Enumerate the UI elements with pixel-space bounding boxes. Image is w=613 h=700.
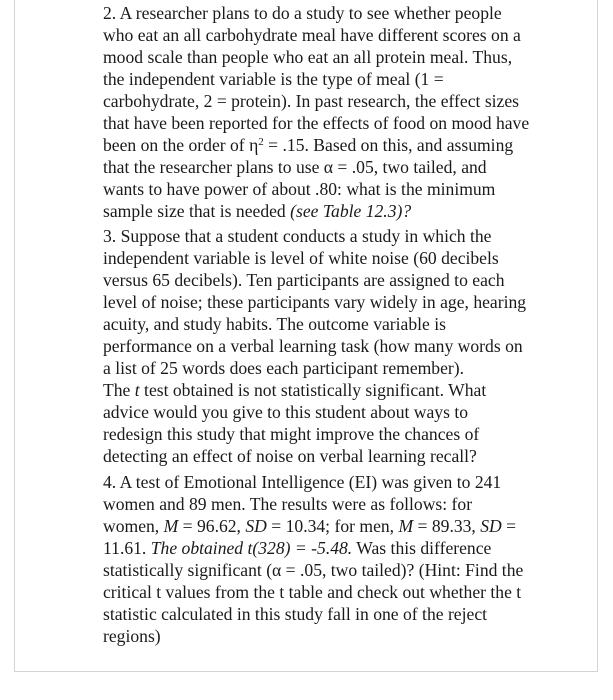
question-2-line-5: carbohydrate, 2 = protein). In past research, the effect sizes [103,91,520,111]
question-3-line-1: 3. Suppose that a student conducts a study in which the [103,226,492,246]
table-reference: (see Table 12.3)? [290,201,412,221]
question-2-line-4: the independent variable is the type of meal (1 = [103,69,444,89]
page-border-right [597,0,598,672]
t-statistic: The obtained t(328) = -5.48. [150,538,353,558]
mean-symbol: M [398,516,414,536]
question-4-line-5: statistically significant (α = .05, two tailed)? (Hint: Find the [103,560,524,580]
question-4-number: 4. [103,472,117,492]
question-3-line-8: The t test obtained is not statistically significant. What [103,380,487,400]
question-3-number: 3. [103,226,117,246]
question-2-line-6: that have been reported for the effects of food on mood have [103,113,530,133]
question-4-line-2: women and 89 men. The results were as follows: for [103,494,473,514]
page-border-bottom [14,671,598,672]
question-4-line-7: statistic calculated in this study fall in one of the reject [103,604,488,624]
question-4-line-1: 4. A test of Emotional Intelligence (EI) was given to 241 [103,472,502,492]
question-2 [103,2,543,222]
question-3-line-9: advice would you give to this student about ways to [103,402,469,422]
question-3 [103,225,543,467]
question-2-line-7: been on the order of $\eta^2 = .15$. Based on this, and assuming [103,135,514,155]
question-4 [103,471,543,647]
question-4-line-6: critical t values from the t table and check out whether the t [103,582,522,602]
page-border-left [14,0,15,672]
question-2-line-1: 2. A researcher plans to do a study to see whether people [103,3,502,23]
question-3-line-4: level of noise; these participants vary widely in age, hearing [103,292,527,312]
sd-symbol: SD [245,516,267,536]
sd-symbol: SD [480,516,502,536]
question-4-line-4: 11.61. The obtained t(328) = -5.48. Was this difference [103,538,492,558]
question-3-line-5: acuity, and study habits. The outcome variable is [103,314,446,334]
question-4-line-8: regions) [103,626,161,646]
question-3-line-3: versus 65 decibels). Ten participants are assigned to each [103,270,505,290]
question-3-line-6: performance on a verbal learning task (how many words on [103,336,523,356]
question-3-line-11: detecting an effect of noise on verbal learning recall? [103,446,477,466]
question-2-line-3: mood scale than people who eat an all protein meal. Thus, [103,47,513,67]
question-2-line-9: wants to have power of about .80: what is the minimum [103,179,496,199]
question-2-line-10: sample size that is needed (see Table 12.3)? [103,201,412,221]
question-2-line-8: that the researcher plans to use α = .05, two tailed, and [103,157,487,177]
t-symbol: t [134,380,140,400]
question-4-line-3: women, M = 96.62, SD = 10.34; for men, M = 89.33, SD = [103,516,517,536]
question-3-line-7: a list of 25 words does each participant remember). [103,358,465,378]
question-2-line-2: who eat an all carbohydrate meal have different scores on a [103,25,521,45]
question-3-line-2: independent variable is level of white noise (60 decibels [103,248,499,268]
question-2-number: 2. [103,3,117,23]
eta-squared-exponent: 2 [258,136,264,148]
question-3-line-10: redesign this study that might improve the chances of [103,424,480,444]
mean-symbol: M [163,516,179,536]
